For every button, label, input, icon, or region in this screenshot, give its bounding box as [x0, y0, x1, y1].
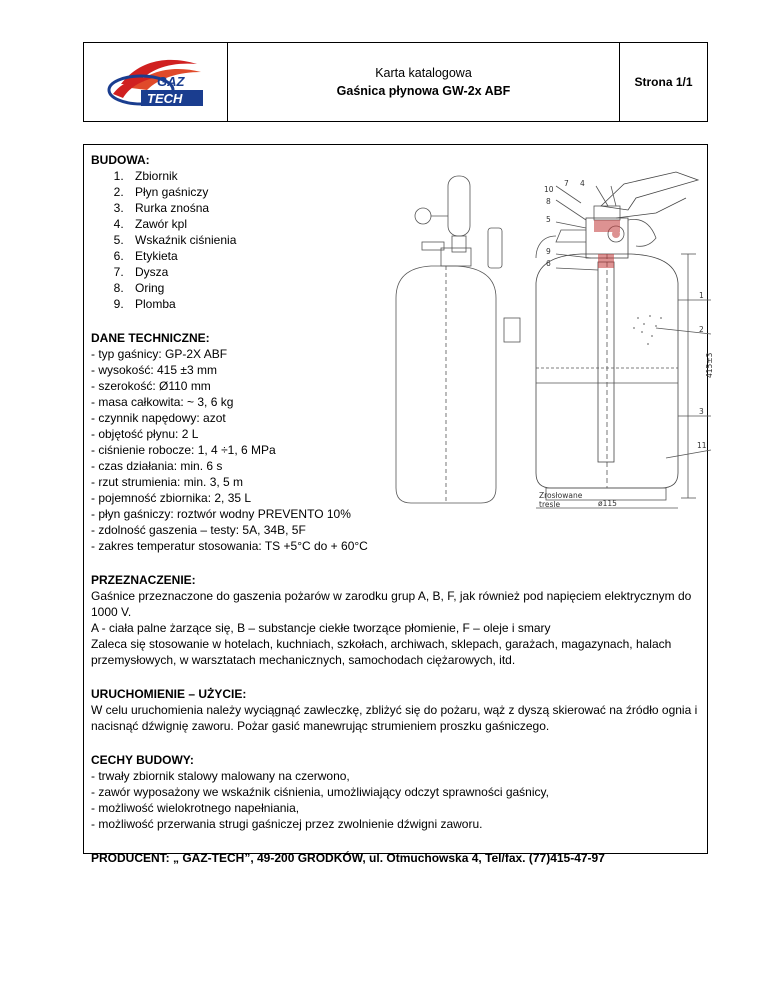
- label-6: 6: [546, 259, 551, 268]
- przeznaczenie-title: PRZEZNACZENIE:: [91, 573, 196, 587]
- logo-text-bottom: TECH: [146, 91, 182, 106]
- spec-row: - czas działania: min. 6 s: [91, 459, 223, 473]
- title-line-1: Karta katalogowa: [375, 66, 472, 80]
- cechy-title: CECHY BUDOWY:: [91, 753, 194, 767]
- spec-row: - wysokość: 415 ±3 mm: [91, 363, 217, 377]
- extinguisher-drawing: [386, 158, 716, 518]
- spec-row: - szerokość: Ø110 mm: [91, 379, 211, 393]
- spec-row: - zakres temperatur stosowania: TS +5°C do + 60°C: [91, 539, 368, 553]
- spec-row: - płyn gaśniczy: roztwór wodny PREVENTO 10%: [91, 507, 351, 521]
- list-item: 6. Etykieta: [127, 248, 701, 264]
- list-item: 8. Oring: [127, 280, 701, 296]
- document-title: [228, 43, 620, 121]
- uruchomienie-title: URUCHOMIENIE – UŻYCIE:: [91, 687, 247, 701]
- label-4: 4: [580, 179, 585, 188]
- uruchomienie-section: [91, 686, 701, 734]
- label-7: 7: [564, 179, 569, 188]
- przeznaczenie-p1: Gaśnice przeznaczone do gaszenia pożarów w zarodku grup A, B, F, jak również pod napięciem elektrycznym do 1000 V.: [91, 589, 692, 619]
- przeznaczenie-p2: A - ciała palne żarzące się, B – substancje ciekłe tworzące płomienie, F – oleje i smary: [91, 621, 551, 635]
- spec-row: - masa całkowita: ~ 3, 6 kg: [91, 395, 234, 409]
- label-10: 10: [544, 185, 554, 194]
- spec-row: - rzut strumienia: min. 3, 5 m: [91, 475, 244, 489]
- gaz-tech-logo-icon: [101, 54, 211, 110]
- list-item: 3. Rurka znośna: [127, 200, 701, 216]
- company-logo: [84, 43, 228, 121]
- list-item: 1. Zbiornik: [127, 168, 701, 184]
- label-2: 2: [699, 325, 704, 334]
- feature-row: - trwały zbiornik stalowy malowany na czerwono,: [91, 769, 350, 783]
- spec-row: - objętość płynu: 2 L: [91, 427, 199, 441]
- drawing-note-2: tresle: [539, 500, 561, 509]
- list-item: 9. Plomba: [127, 296, 701, 312]
- label-5: 5: [546, 215, 551, 224]
- feature-row: - zawór wyposażony we wskaźnik ciśnienia, umożliwiający odczyt sprawności gaśnicy,: [91, 785, 549, 799]
- title-line-2: Gaśnica płynowa GW-2x ABF: [336, 84, 511, 98]
- przeznaczenie-section: [91, 572, 701, 668]
- producer-line: PRODUCENT: „ GAZ-TECH”, 49-200 GRODKÓW, ul. Otmuchowska 4, Tel/fax. (77)415-47-97: [91, 851, 605, 865]
- label-8: 8: [546, 197, 551, 206]
- drawing-note-1: Zrosłowane: [539, 491, 583, 500]
- spec-row: - typ gaśnicy: GP-2X ABF: [91, 347, 228, 361]
- dane-title: DANE TECHNICZNE:: [91, 331, 210, 345]
- feature-row: - możliwość przerwania strugi gaśniczej przez zwolnienie dźwigni zaworu.: [91, 817, 483, 831]
- catalog-header: [83, 42, 708, 122]
- list-item: 5. Wskaźnik ciśnienia: [127, 232, 701, 248]
- przeznaczenie-p3: Zaleca się stosowanie w hotelach, kuchniach, szkołach, archiwach, sklepach, garażach, magazynach, halach przemysłowych, w warsztatach mechanicznych, samochodach ciężarowych, itd.: [91, 637, 672, 667]
- extinguisher-diagram-icon: [386, 158, 716, 518]
- label-3: 3: [699, 407, 704, 416]
- list-item: 7. Dysza: [127, 264, 701, 280]
- uruchomienie-p1: W celu uruchomienia należy wyciągnąć zawleczkę, zbliżyć się do pożaru, wąż z dyszą skierować na źródło ognia i nacisnąć dźwignię zaworu. Pożar gasić manewrując strumieniem proszku gaśniczego.: [91, 703, 698, 733]
- list-item: 4. Zawór kpl: [127, 216, 701, 232]
- list-item: 2. Płyn gaśniczy: [127, 184, 701, 200]
- cechy-section: [91, 752, 701, 832]
- dimension-diameter: ø115: [598, 499, 617, 508]
- budowa-title: BUDOWA:: [91, 153, 150, 167]
- label-1: 1: [699, 291, 704, 300]
- spec-row: - zdolność gaszenia – testy: 5A, 34B, 5F: [91, 523, 306, 537]
- feature-row: - możliwość wielokrotnego napełniania,: [91, 801, 300, 815]
- liquid-dots: [633, 315, 662, 345]
- dimension-height: 415±3: [705, 352, 714, 378]
- spec-row: - pojemność zbiornika: 2, 35 L: [91, 491, 252, 505]
- label-9: 9: [546, 247, 551, 256]
- page-number: Strona 1/1: [634, 75, 693, 89]
- label-11: 11: [697, 441, 707, 450]
- spec-row: - ciśnienie robocze: 1, 4 ÷1, 6 MPa: [91, 443, 276, 457]
- spec-row: - czynnik napędowy: azot: [91, 411, 226, 425]
- logo-text-top: GAZ: [156, 74, 184, 89]
- red-accents: [594, 220, 620, 268]
